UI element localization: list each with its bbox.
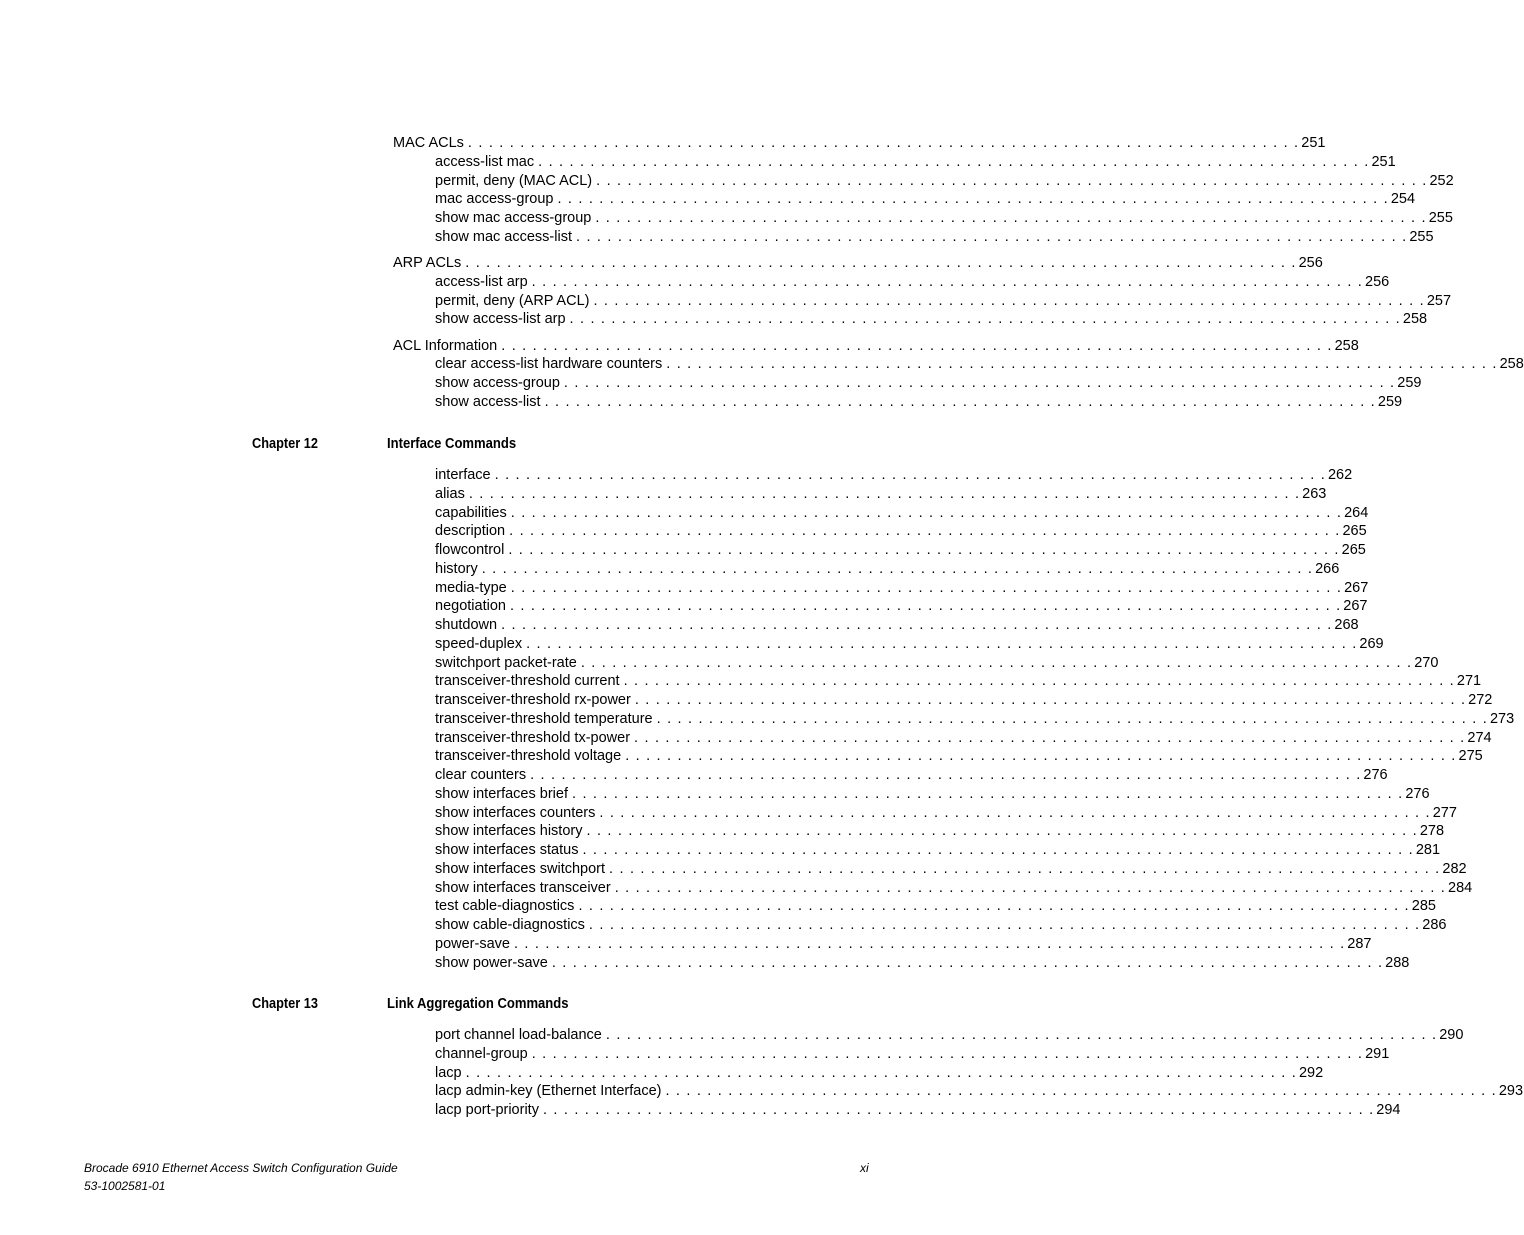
toc-entry-page: 293 bbox=[1498, 1083, 1524, 1100]
toc-entry[interactable] bbox=[435, 541, 1366, 560]
toc-entry-page: 254 bbox=[1390, 191, 1416, 207]
toc-entry[interactable] bbox=[435, 841, 1441, 860]
toc-entry-label: transceiver-threshold current bbox=[435, 673, 620, 690]
toc-entry-page: 290 bbox=[1439, 1027, 1464, 1043]
toc-leader-dots: . . . . . . . . . . . . . . . . . . . . . . . . . . . . . . . . . . . . . . . . . . . . . . . . . . . . . . . . . . . . . . . . . . . . . . . . . . . . . . . . bbox=[501, 338, 1333, 354]
toc-entry[interactable] bbox=[435, 153, 1396, 172]
toc-leader-dots: . . . . . . . . . . . . . . . . . . . . . . . . . . . . . . . . . . . . . . . . . . . . . . . . . . . . . . . . . . . . . . . . . . . . . . . . . . . . . . . . bbox=[609, 860, 1441, 877]
toc-entry[interactable] bbox=[435, 1026, 1464, 1045]
toc-entry[interactable] bbox=[435, 1064, 1324, 1083]
toc-entry[interactable] bbox=[435, 822, 1445, 841]
toc-section-entry[interactable] bbox=[393, 254, 1323, 273]
toc-entry-label: show interfaces status bbox=[435, 842, 579, 858]
toc-leader-dots: . . . . . . . . . . . . . . . . . . . . . . . . . . . . . . . . . . . . . . . . . . . . . . . . . . . . . . . . . . . . . . . . . . . . . . . . . . . . . . . . bbox=[542, 1102, 1375, 1118]
toc-entry-page: 294 bbox=[1376, 1102, 1401, 1118]
toc-entry[interactable] bbox=[435, 729, 1492, 748]
toc-entry-label: port channel load-balance bbox=[435, 1027, 602, 1043]
toc-entry[interactable] bbox=[435, 1101, 1401, 1120]
toc-entry-label: media-type bbox=[435, 579, 507, 596]
toc-entry-page: 258 bbox=[1402, 311, 1428, 327]
toc-leader-dots: . . . . . . . . . . . . . . . . . . . . . . . . . . . . . . . . . . . . . . . . . . . . . . . . . . . . . . . . . . . . . . . . . . . . . . . . . . . . . . . . bbox=[551, 954, 1384, 971]
toc-entry-label: channel-group bbox=[435, 1045, 528, 1062]
toc-entry-label: show interfaces switchport bbox=[435, 860, 606, 877]
toc-leader-dots: . . . . . . . . . . . . . . . . . . . . . . . . . . . . . . . . . . . . . . . . . . . . . . . . . . . . . . . . . . . . . . . . . . . . . . . . . . . . . . . . bbox=[634, 729, 1466, 746]
toc-entry-page: 275 bbox=[1458, 748, 1483, 765]
toc-leader-dots: . . . . . . . . . . . . . . . . . . . . . . . . . . . . . . . . . . . . . . . . . . . . . . . . . . . . . . . . . . . . . . . . . . . . . . . . . . . . . . . . bbox=[501, 617, 1333, 633]
toc-entry-page: 277 bbox=[1432, 804, 1457, 821]
toc-entry-label: show access-list arp bbox=[435, 311, 566, 327]
toc-entry-page: 262 bbox=[1327, 467, 1353, 483]
toc-leader-dots: . . . . . . . . . . . . . . . . . . . . . . . . . . . . . . . . . . . . . . . . . . . . . . . . . . . . . . . . . . . . . . . . . . . . . . . . . . . . . . . . bbox=[593, 293, 1425, 309]
toc-entry-label: power-save bbox=[435, 935, 510, 952]
toc-entry-page: 269 bbox=[1359, 635, 1384, 652]
toc-entry-page: 264 bbox=[1344, 504, 1369, 521]
toc-entry[interactable] bbox=[435, 292, 1452, 311]
toc-entry[interactable] bbox=[435, 879, 1473, 898]
toc-leader-dots: . . . . . . . . . . . . . . . . . . . . . . . . . . . . . . . . . . . . . . . . . . . . . . . . . . . . . . . . . . . . . . . . . . . . . . . . . . . . . . . . bbox=[599, 804, 1431, 821]
toc-leader-dots: . . . . . . . . . . . . . . . . . . . . . . . . . . . . . . . . . . . . . . . . . . . . . . . . . . . . . . . . . . . . . . . . . . . . . . . . . . . . . . . . bbox=[494, 467, 1326, 483]
toc-leader-dots: . . . . . . . . . . . . . . . . . . . . . . . . . . . . . . . . . . . . . . . . . . . . . . . . . . . . . . . . . . . . . . . . . . . . . . . . . . . . . . . . bbox=[588, 917, 1421, 933]
toc-entry-label: clear access-list hardware counters bbox=[435, 356, 663, 372]
toc-entry-page: 251 bbox=[1301, 135, 1326, 151]
toc-entry[interactable] bbox=[435, 355, 1524, 374]
toc-entry-label: show power-save bbox=[435, 954, 548, 971]
toc-entry-page: 285 bbox=[1411, 898, 1436, 915]
toc-entry-page: 291 bbox=[1365, 1045, 1390, 1062]
toc-entry-label: show mac access-group bbox=[435, 210, 592, 226]
toc-leader-dots: . . . . . . . . . . . . . . . . . . . . . . . . . . . . . . . . . . . . . . . . . . . . . . . . . . . . . . . . . . . . . . . . . . . . . . . . . . . . . . . . bbox=[580, 654, 1413, 671]
toc-entry-page: 276 bbox=[1405, 785, 1430, 802]
toc-entry-label: ARP ACLs bbox=[393, 255, 462, 271]
toc-leader-dots: . . . . . . . . . . . . . . . . . . . . . . . . . . . . . . . . . . . . . . . . . . . . . . . . . . . . . . . . . . . . . . . . . . . . . . . . . . . . . . . . bbox=[665, 1083, 1497, 1100]
toc-entry-label: flowcontrol bbox=[435, 542, 505, 558]
toc-leader-dots: . . . . . . . . . . . . . . . . . . . . . . . . . . . . . . . . . . . . . . . . . . . . . . . . . . . . . . . . . . . . . . . . . . . . . . . . . . . . . . . . bbox=[481, 560, 1314, 577]
toc-entry-label: show cable-diagnostics bbox=[435, 917, 585, 933]
toc-leader-dots: . . . . . . . . . . . . . . . . . . . . . . . . . . . . . . . . . . . . . . . . . . . . . . . . . . . . . . . . . . . . . . . . . . . . . . . . . . . . . . . . bbox=[571, 785, 1404, 802]
toc-entry-page: 288 bbox=[1385, 954, 1410, 971]
toc-entry[interactable] bbox=[435, 522, 1367, 541]
toc-leader-dots: . . . . . . . . . . . . . . . . . . . . . . . . . . . . . . . . . . . . . . . . . . . . . . . . . . . . . . . . . . . . . . . . . . . . . . . . . . . . . . . . bbox=[526, 635, 1358, 652]
toc-entry-label: show access-list bbox=[435, 394, 541, 410]
toc-entry[interactable] bbox=[435, 172, 1454, 191]
toc-entry[interactable] bbox=[435, 766, 1388, 785]
toc-entry-page: 255 bbox=[1428, 210, 1453, 226]
toc-entry-label: show interfaces brief bbox=[435, 785, 568, 802]
chapter-12-number: Chapter 12 bbox=[252, 436, 318, 452]
toc-leader-dots: . . . . . . . . . . . . . . . . . . . . . . . . . . . . . . . . . . . . . . . . . . . . . . . . . . . . . . . . . . . . . . . . . . . . . . . . . . . . . . . . bbox=[509, 598, 1342, 615]
toc-entry[interactable] bbox=[435, 374, 1422, 393]
toc-leader-dots: . . . . . . . . . . . . . . . . . . . . . . . . . . . . . . . . . . . . . . . . . . . . . . . . . . . . . . . . . . . . . . . . . . . . . . . . . . . . . . . . bbox=[557, 191, 1389, 207]
toc-entry-page: 263 bbox=[1302, 485, 1327, 502]
toc-entry[interactable] bbox=[435, 1045, 1390, 1064]
toc-entry-page: 292 bbox=[1298, 1064, 1324, 1081]
toc-entry[interactable] bbox=[435, 897, 1436, 916]
toc-entry[interactable] bbox=[435, 860, 1467, 879]
toc-leader-dots: . . . . . . . . . . . . . . . . . . . . . . . . . . . . . . . . . . . . . . . . . . . . . . . . . . . . . . . . . . . . . . . . . . . . . . . . . . . . . . . . bbox=[465, 1064, 1297, 1081]
toc-entry-page: 278 bbox=[1419, 823, 1445, 840]
toc-leader-dots: . . . . . . . . . . . . . . . . . . . . . . . . . . . . . . . . . . . . . . . . . . . . . . . . . . . . . . . . . . . . . . . . . . . . . . . . . . . . . . . . bbox=[509, 523, 1341, 540]
footer-doc-number: 53-1002581-01 bbox=[84, 1179, 166, 1193]
toc-entry-label: access-list arp bbox=[435, 274, 528, 290]
toc-entry[interactable] bbox=[435, 579, 1369, 598]
toc-entry-label: lacp port-priority bbox=[435, 1102, 539, 1118]
chapter-13-number: Chapter 13 bbox=[252, 996, 318, 1012]
toc-entry-page: 265 bbox=[1342, 523, 1367, 540]
toc-entry-label: permit, deny (ARP ACL) bbox=[435, 293, 590, 309]
toc-leader-dots: . . . . . . . . . . . . . . . . . . . . . . . . . . . . . . . . . . . . . . . . . . . . . . . . . . . . . . . . . . . . . . . . . . . . . . . . . . . . . . . . bbox=[578, 898, 1410, 915]
toc-entry[interactable] bbox=[435, 935, 1372, 954]
toc-leader-dots: . . . . . . . . . . . . . . . . . . . . . . . . . . . . . . . . . . . . . . . . . . . . . . . . . . . . . . . . . . . . . . . . . . . . . . . . . . . . . . . . bbox=[582, 842, 1414, 858]
toc-entry-page: 281 bbox=[1415, 842, 1441, 858]
toc-entry-label: test cable-diagnostics bbox=[435, 898, 575, 915]
toc-section-entry[interactable] bbox=[393, 134, 1326, 153]
toc-entry-page: 272 bbox=[1468, 692, 1493, 708]
toc-entry-page: 256 bbox=[1365, 274, 1390, 290]
toc-entry[interactable] bbox=[435, 393, 1403, 412]
toc-leader-dots: . . . . . . . . . . . . . . . . . . . . . . . . . . . . . . . . . . . . . . . . . . . . . . . . . . . . . . . . . . . . . . . . . . . . . . . . . . . . . . . . bbox=[508, 542, 1340, 558]
toc-entry-label: show interfaces transceiver bbox=[435, 879, 611, 896]
toc-entry-page: 284 bbox=[1448, 879, 1473, 896]
toc-entry[interactable] bbox=[435, 190, 1416, 209]
toc-entry-page: 267 bbox=[1343, 598, 1368, 615]
toc-entry-label: speed-duplex bbox=[435, 635, 523, 652]
toc-entry-label: transceiver-threshold tx-power bbox=[435, 729, 631, 746]
toc-entry[interactable] bbox=[435, 310, 1428, 329]
toc-entry-page: 259 bbox=[1377, 394, 1403, 410]
toc-leader-dots: . . . . . . . . . . . . . . . . . . . . . . . . . . . . . . . . . . . . . . . . . . . . . . . . . . . . . . . . . . . . . . . . . . . . . . . . . . . . . . . . bbox=[634, 692, 1467, 708]
toc-entry-page: 252 bbox=[1429, 173, 1454, 189]
toc-entry-page: 258 bbox=[1334, 338, 1359, 354]
toc-entry-label: description bbox=[435, 523, 506, 540]
footer-page-number: xi bbox=[860, 1161, 869, 1175]
toc-entry-page: 258 bbox=[1499, 356, 1524, 372]
toc-entry-page: 256 bbox=[1298, 255, 1323, 271]
toc-entry-page: 287 bbox=[1347, 935, 1372, 952]
toc-leader-dots: . . . . . . . . . . . . . . . . . . . . . . . . . . . . . . . . . . . . . . . . . . . . . . . . . . . . . . . . . . . . . . . . . . . . . . . . . . . . . . . . bbox=[596, 173, 1428, 189]
toc-leader-dots: . . . . . . . . . . . . . . . . . . . . . . . . . . . . . . . . . . . . . . . . . . . . . . . . . . . . . . . . . . . . . . . . . . . . . . . . . . . . . . . . bbox=[538, 154, 1370, 170]
toc-entry-label: transceiver-threshold rx-power bbox=[435, 692, 631, 708]
toc-entry[interactable] bbox=[435, 273, 1390, 292]
toc-entry-page: 268 bbox=[1334, 617, 1359, 633]
toc-entry-page: 273 bbox=[1489, 710, 1515, 727]
toc-entry-label: negotiation bbox=[435, 598, 506, 615]
toc-entry[interactable] bbox=[435, 691, 1493, 710]
toc-entry-page: 286 bbox=[1422, 917, 1447, 933]
toc-entry-label: clear counters bbox=[435, 767, 527, 783]
toc-entry[interactable] bbox=[435, 616, 1359, 635]
toc-entry-label: transceiver-threshold voltage bbox=[435, 748, 622, 765]
toc-entry-page: 271 bbox=[1456, 673, 1482, 690]
toc-entry-page: 282 bbox=[1442, 860, 1467, 877]
toc-leader-dots: . . . . . . . . . . . . . . . . . . . . . . . . . . . . . . . . . . . . . . . . . . . . . . . . . . . . . . . . . . . . . . . . . . . . . . . . . . . . . . . . bbox=[510, 504, 1343, 521]
footer-doc-title: Brocade 6910 Ethernet Access Switch Configuration Guide bbox=[84, 1161, 398, 1175]
toc-entry-page: 257 bbox=[1426, 293, 1452, 309]
toc-entry[interactable] bbox=[435, 597, 1368, 616]
toc-entry-label: interface bbox=[435, 467, 491, 483]
toc-leader-dots: . . . . . . . . . . . . . . . . . . . . . . . . . . . . . . . . . . . . . . . . . . . . . . . . . . . . . . . . . . . . . . . . . . . . . . . . . . . . . . . . bbox=[467, 135, 1300, 151]
toc-entry-page: 265 bbox=[1341, 542, 1366, 558]
toc-leader-dots: . . . . . . . . . . . . . . . . . . . . . . . . . . . . . . . . . . . . . . . . . . . . . . . . . . . . . . . . . . . . . . . . . . . . . . . . . . . . . . . . bbox=[569, 311, 1401, 327]
toc-entry[interactable] bbox=[435, 485, 1327, 504]
toc-entry[interactable] bbox=[435, 209, 1453, 228]
toc-leader-dots: . . . . . . . . . . . . . . . . . . . . . . . . . . . . . . . . . . . . . . . . . . . . . . . . . . . . . . . . . . . . . . . . . . . . . . . . . . . . . . . . bbox=[625, 748, 1457, 765]
toc-entry-page: 266 bbox=[1315, 560, 1340, 577]
toc-leader-dots: . . . . . . . . . . . . . . . . . . . . . . . . . . . . . . . . . . . . . . . . . . . . . . . . . . . . . . . . . . . . . . . . . . . . . . . . . . . . . . . . bbox=[531, 274, 1364, 290]
toc-entry-label: permit, deny (MAC ACL) bbox=[435, 173, 593, 189]
toc-leader-dots: . . . . . . . . . . . . . . . . . . . . . . . . . . . . . . . . . . . . . . . . . . . . . . . . . . . . . . . . . . . . . . . . . . . . . . . . . . . . . . . . bbox=[586, 823, 1418, 840]
toc-entry-page: 276 bbox=[1363, 767, 1388, 783]
toc-entry-page: 255 bbox=[1409, 229, 1434, 245]
toc-entry-page: 251 bbox=[1371, 154, 1396, 170]
toc-leader-dots: . . . . . . . . . . . . . . . . . . . . . . . . . . . . . . . . . . . . . . . . . . . . . . . . . . . . . . . . . . . . . . . . . . . . . . . . . . . . . . . . bbox=[614, 879, 1447, 896]
toc-entry[interactable] bbox=[435, 504, 1369, 523]
toc-entry[interactable] bbox=[435, 635, 1384, 654]
toc-leader-dots: . . . . . . . . . . . . . . . . . . . . . . . . . . . . . . . . . . . . . . . . . . . . . . . . . . . . . . . . . . . . . . . . . . . . . . . . . . . . . . . . bbox=[563, 375, 1396, 391]
toc-entry[interactable] bbox=[435, 916, 1447, 935]
toc-leader-dots: . . . . . . . . . . . . . . . . . . . . . . . . . . . . . . . . . . . . . . . . . . . . . . . . . . . . . . . . . . . . . . . . . . . . . . . . . . . . . . . . bbox=[468, 485, 1301, 502]
toc-entry-label: show mac access-list bbox=[435, 229, 572, 245]
toc-entry[interactable] bbox=[435, 1082, 1524, 1101]
toc-entry-label: lacp admin-key (Ethernet Interface) bbox=[435, 1083, 662, 1100]
toc-entry-label: transceiver-threshold temperature bbox=[435, 710, 653, 727]
toc-leader-dots: . . . . . . . . . . . . . . . . . . . . . . . . . . . . . . . . . . . . . . . . . . . . . . . . . . . . . . . . . . . . . . . . . . . . . . . . . . . . . . . . bbox=[605, 1027, 1438, 1043]
toc-entry[interactable] bbox=[435, 804, 1457, 823]
toc-entry-page: 270 bbox=[1414, 654, 1439, 671]
toc-entry-label: show interfaces counters bbox=[435, 804, 596, 821]
toc-entry-label: access-list mac bbox=[435, 154, 535, 170]
toc-leader-dots: . . . . . . . . . . . . . . . . . . . . . . . . . . . . . . . . . . . . . . . . . . . . . . . . . . . . . . . . . . . . . . . . . . . . . . . . . . . . . . . . bbox=[530, 767, 1362, 783]
toc-leader-dots: . . . . . . . . . . . . . . . . . . . . . . . . . . . . . . . . . . . . . . . . . . . . . . . . . . . . . . . . . . . . . . . . . . . . . . . . . . . . . . . . bbox=[656, 710, 1488, 727]
chapter-13-title: Link Aggregation Commands bbox=[387, 996, 569, 1012]
toc-entry[interactable] bbox=[435, 654, 1439, 673]
toc-leader-dots: . . . . . . . . . . . . . . . . . . . . . . . . . . . . . . . . . . . . . . . . . . . . . . . . . . . . . . . . . . . . . . . . . . . . . . . . . . . . . . . . bbox=[575, 229, 1408, 245]
toc-leader-dots: . . . . . . . . . . . . . . . . . . . . . . . . . . . . . . . . . . . . . . . . . . . . . . . . . . . . . . . . . . . . . . . . . . . . . . . . . . . . . . . . bbox=[531, 1045, 1364, 1062]
toc-entry-label: ACL Information bbox=[393, 338, 498, 354]
toc-entry[interactable] bbox=[435, 785, 1430, 804]
toc-entry[interactable] bbox=[435, 747, 1483, 766]
toc-section-entry[interactable] bbox=[393, 337, 1359, 356]
toc-entry[interactable] bbox=[435, 466, 1353, 485]
toc-leader-dots: . . . . . . . . . . . . . . . . . . . . . . . . . . . . . . . . . . . . . . . . . . . . . . . . . . . . . . . . . . . . . . . . . . . . . . . . . . . . . . . . bbox=[595, 210, 1427, 226]
toc-entry-label: capabilities bbox=[435, 504, 507, 521]
toc-entry-page: 267 bbox=[1344, 579, 1369, 596]
toc-entry-page: 259 bbox=[1397, 375, 1422, 391]
toc-entry[interactable] bbox=[435, 228, 1434, 247]
toc-entry-label: shutdown bbox=[435, 617, 498, 633]
toc-entry[interactable] bbox=[435, 710, 1515, 729]
toc-entry-label: MAC ACLs bbox=[393, 135, 464, 151]
toc-entry-label: history bbox=[435, 560, 478, 577]
toc-leader-dots: . . . . . . . . . . . . . . . . . . . . . . . . . . . . . . . . . . . . . . . . . . . . . . . . . . . . . . . . . . . . . . . . . . . . . . . . . . . . . . . . bbox=[666, 356, 1498, 372]
chapter-12-title: Interface Commands bbox=[387, 436, 517, 452]
toc-entry[interactable] bbox=[435, 560, 1340, 579]
toc-leader-dots: . . . . . . . . . . . . . . . . . . . . . . . . . . . . . . . . . . . . . . . . . . . . . . . . . . . . . . . . . . . . . . . . . . . . . . . . . . . . . . . . bbox=[544, 394, 1376, 410]
toc-entry-label: show access-group bbox=[435, 375, 560, 391]
toc-leader-dots: . . . . . . . . . . . . . . . . . . . . . . . . . . . . . . . . . . . . . . . . . . . . . . . . . . . . . . . . . . . . . . . . . . . . . . . . . . . . . . . . bbox=[510, 579, 1343, 596]
toc-entry-page: 274 bbox=[1467, 729, 1492, 746]
toc-entry[interactable] bbox=[435, 954, 1410, 973]
toc-entry[interactable] bbox=[435, 672, 1482, 691]
toc-entry-label: switchport packet-rate bbox=[435, 654, 577, 671]
toc-entry-label: mac access-group bbox=[435, 191, 554, 207]
toc-leader-dots: . . . . . . . . . . . . . . . . . . . . . . . . . . . . . . . . . . . . . . . . . . . . . . . . . . . . . . . . . . . . . . . . . . . . . . . . . . . . . . . . bbox=[513, 935, 1346, 952]
toc-entry-label: lacp bbox=[435, 1064, 462, 1081]
toc-entry-label: show interfaces history bbox=[435, 823, 583, 840]
toc-leader-dots: . . . . . . . . . . . . . . . . . . . . . . . . . . . . . . . . . . . . . . . . . . . . . . . . . . . . . . . . . . . . . . . . . . . . . . . . . . . . . . . . bbox=[465, 255, 1297, 271]
toc-entry-label: alias bbox=[435, 485, 465, 502]
toc-leader-dots: . . . . . . . . . . . . . . . . . . . . . . . . . . . . . . . . . . . . . . . . . . . . . . . . . . . . . . . . . . . . . . . . . . . . . . . . . . . . . . . . bbox=[623, 673, 1455, 690]
